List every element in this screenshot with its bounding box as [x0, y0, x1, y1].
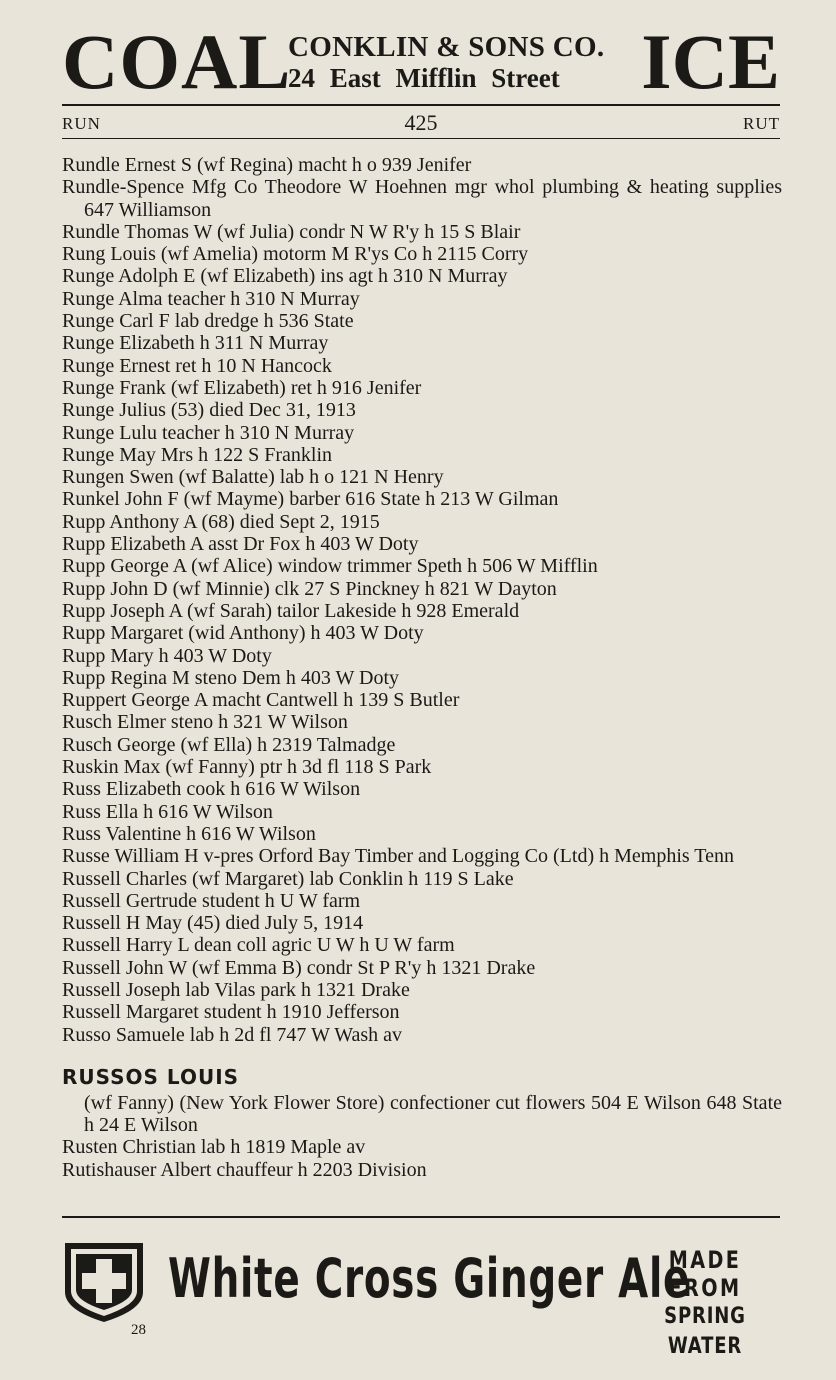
directory-listing	[62, 154, 782, 1181]
list-item: Rundle-Spence Mfg Co Theodore W Hoehnen mgr whol plumbing & heating supplies 647 Williamson	[62, 176, 782, 221]
list-item: Rupp Margaret (wid Anthony) h 403 W Doty	[62, 622, 424, 645]
page-number: 425	[404, 110, 438, 135]
list-item: Runge Elizabeth h 311 N Murray	[62, 332, 329, 355]
featured-entry-details: (wf Fanny) (New York Flower Store) confectioner cut flowers 504 E Wilson 648 State h 24 E Wilson	[84, 1091, 782, 1137]
footer-tagline-line2: SPRING WATER	[664, 1304, 746, 1359]
featured-entry-name: RUSSOS LOUIS	[62, 1064, 240, 1089]
list-item: Russell Joseph lab Vilas park h 1321 Drake	[62, 978, 410, 1001]
header-firm-block	[288, 32, 633, 94]
list-item: Runge Carl F lab dredge h 536 State	[62, 310, 354, 333]
footer-brand: White Cross Ginger Ale	[168, 1247, 691, 1310]
list-item: Runge Ernest ret h 10 N Hancock	[62, 354, 332, 377]
folio-number: 28	[131, 1322, 146, 1338]
list-item: Runge Julius (53) died Dec 31, 1913	[62, 399, 356, 422]
list-item: Rupp Regina M steno Dem h 403 W Doty	[62, 666, 400, 689]
list-item: Rung Louis (wf Amelia) motorm M R'ys Co h 2115 Corry	[62, 243, 529, 266]
list-item: Rupp Elizabeth A asst Dr Fox h 403 W Doty	[62, 533, 419, 556]
list-item: Rupp John D (wf Minnie) clk 27 S Pinckney h 821 W Dayton	[62, 577, 557, 600]
list-item: Russell Charles (wf Margaret) lab Conklin h 119 S Lake	[62, 867, 514, 890]
running-head-right: RUT	[743, 114, 780, 133]
running-head	[62, 110, 780, 134]
header-rule	[62, 104, 780, 106]
list-item: Russell H May (45) died July 5, 1914	[62, 912, 364, 935]
running-head-left: RUN	[62, 114, 101, 133]
list-item: Ruppert George A macht Cantwell h 139 S Butler	[62, 689, 460, 712]
list-item: Rusch George (wf Ella) h 2319 Talmadge	[62, 733, 396, 756]
list-item: Russell Gertrude student h U W farm	[62, 889, 361, 912]
list-item: Rupp Joseph A (wf Sarah) tailor Lakeside h 928 Emerald	[62, 599, 520, 622]
list-item: Rungen Swen (wf Balatte) lab h o 121 N Henry	[62, 466, 444, 489]
header-coal-word: COAL	[62, 18, 292, 105]
list-item: Runge May Mrs h 122 S Franklin	[62, 443, 332, 466]
list-item: Rusch Elmer steno h 321 W Wilson	[62, 711, 348, 734]
footer-tagline	[630, 1246, 780, 1362]
list-item: Runkel John F (wf Mayme) barber 616 State h 213 W Gilman	[62, 488, 559, 511]
list-item: Rundle Ernest S (wf Regina) macht h o 939 Jenifer	[62, 154, 472, 176]
list-item: Russ Elizabeth cook h 616 W Wilson	[62, 778, 361, 801]
header-address: 24 East Mifflin Street	[288, 63, 560, 93]
white-cross-shield-icon	[62, 1240, 146, 1324]
list-item: Runge Alma teacher h 310 N Murray	[62, 287, 360, 310]
list-item: Runge Frank (wf Elizabeth) ret h 916 Jenifer	[62, 376, 422, 399]
list-item: Russell John W (wf Emma B) condr St P R'y h 1321 Drake	[62, 956, 536, 979]
list-item: Rupp Anthony A (68) died Sept 2, 1915	[62, 510, 380, 533]
list-item: Russo Samuele lab h 2d fl 747 W Wash av	[62, 1023, 403, 1046]
list-item: Russ Ella h 616 W Wilson	[62, 800, 273, 823]
list-item: Russe William H v-pres Orford Bay Timber and Logging Co (Ltd) h Memphis Tenn	[62, 845, 735, 868]
featured-list-item	[62, 1062, 782, 1137]
list-item: Russell Harry L dean coll agric U W h U W farm	[62, 934, 455, 957]
list-item: Runge Adolph E (wf Elizabeth) ins agt h 310 N Murray	[62, 265, 508, 288]
list-item: Runge Lulu teacher h 310 N Murray	[62, 421, 355, 444]
header-firm-name: CONKLIN & SONS CO.	[288, 31, 605, 63]
list-item: Russ Valentine h 616 W Wilson	[62, 822, 316, 845]
list-item: Rundle Thomas W (wf Julia) condr N W R'y h 15 S Blair	[62, 220, 521, 243]
list-item: Russell Margaret student h 1910 Jefferson	[62, 1001, 400, 1024]
list-item: Rusten Christian lab h 1819 Maple av	[62, 1136, 366, 1159]
header-ice-word: ICE	[641, 18, 780, 105]
list-item: Rutishauser Albert chauffeur h 2203 Division	[62, 1158, 427, 1181]
list-item: Ruskin Max (wf Fanny) ptr h 3d fl 118 S Park	[62, 756, 432, 779]
header-advertisement	[62, 18, 782, 105]
footer-tagline-line1: MADE FROM	[668, 1246, 742, 1302]
running-head-rule	[62, 138, 780, 139]
footer-rule	[62, 1216, 780, 1218]
list-item: Rupp George A (wf Alice) window trimmer Speth h 506 W Mifflin	[62, 555, 598, 578]
list-item: Rupp Mary h 403 W Doty	[62, 644, 272, 667]
